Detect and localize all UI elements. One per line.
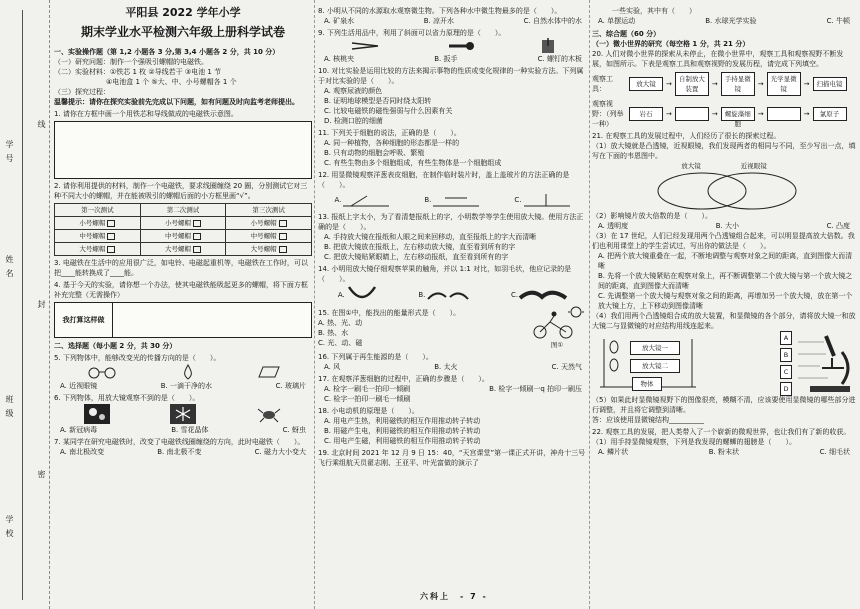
option[interactable]: C. 先调整第一个放大镜与观察对象之间的距离，再增加另一个放大镜，放在第一个放大镜上方，上下移动到图像清晰 xyxy=(598,292,853,310)
figure-1 xyxy=(526,306,588,350)
option[interactable]: C. 牛顿 xyxy=(826,17,850,25)
question-16: 16. 下列属于再生能源的是（ ）。 xyxy=(318,353,433,361)
nut-label: 小号螺帽 xyxy=(164,219,191,227)
option[interactable]: A. 检字一刷毛一拍印一倾刷 xyxy=(324,385,411,393)
microscope-figure xyxy=(780,331,856,396)
water-drop-icon xyxy=(181,364,195,380)
flow-tool-box: 光学显微镜 xyxy=(767,72,801,96)
flow-label: 观察视野：（列举一种） xyxy=(592,100,624,128)
name-label: 姓名 xyxy=(5,255,14,283)
checkbox[interactable] xyxy=(279,246,287,253)
q7-options xyxy=(54,447,312,457)
checkbox[interactable] xyxy=(279,233,287,240)
option[interactable]: C. 螺钉的木板 xyxy=(537,55,582,63)
flow-view-blank[interactable] xyxy=(675,107,709,121)
page-footer: 六科上 - 7 - xyxy=(420,592,488,601)
table-cell xyxy=(55,230,141,243)
process-heading: （三）探究过程： xyxy=(54,88,110,96)
option[interactable]: C. 比较电磁铁的磁性强弱与什么因素有关 xyxy=(324,107,453,115)
school-label: 学校 xyxy=(5,515,14,543)
section3-heading: 三、综合题（60 分） xyxy=(592,30,661,38)
table-cell xyxy=(55,217,141,230)
coverslip-diagram-icon xyxy=(341,192,391,208)
flow-view-box: 岩石 xyxy=(629,107,663,121)
seal-mark-line: 线 xyxy=(37,120,46,134)
glass-sheet-icon xyxy=(257,365,281,379)
table-cell xyxy=(226,243,312,256)
q6-images xyxy=(54,403,312,425)
option[interactable]: B. 粉末状 xyxy=(708,448,740,456)
column-divider xyxy=(314,0,315,609)
question-21-2: （2）影响镜片放大倍数的是（ ）。 xyxy=(592,212,712,220)
option[interactable]: A. 南北极改变 xyxy=(60,448,105,456)
option[interactable] xyxy=(418,287,471,303)
q17-options-row1 xyxy=(318,384,588,394)
antenna-shape-icon xyxy=(345,285,379,305)
plan-label: 我打算这样做 xyxy=(55,303,113,337)
section1-heading: 一、实验操作题（第 1,2 小题各 3 分,第 3,4 小题各 2 分，共 10 分） xyxy=(54,48,280,56)
exam-title-line2: 期末学业水平检测六年级上册科学试卷 xyxy=(80,25,285,39)
option[interactable]: A. 单摆运动 xyxy=(598,17,636,25)
object-label: 物体 xyxy=(632,377,662,391)
checkbox[interactable] xyxy=(107,220,115,227)
table-header: 第三次测试 xyxy=(226,204,312,217)
question-1: 1. 请你在方框中画一个用铁芯和导线做成的电磁铁示意图。 xyxy=(54,110,238,118)
q8-options xyxy=(318,16,588,26)
table-header: 第二次测试 xyxy=(140,204,226,217)
option[interactable]: B. 太火 xyxy=(434,363,458,371)
nut-label: 中号螺帽 xyxy=(250,232,277,240)
arrow-icon: → xyxy=(666,80,672,88)
question-22-1: （1）用手持显微镜观察，下列是我发现的螺蛳的翅膀是（ ）。 xyxy=(592,438,796,446)
option[interactable]: B. 雪花晶体 xyxy=(171,426,209,434)
option[interactable]: A. 用电产生热，利用磁铁的相互作用推动转子转动 xyxy=(324,417,481,425)
question-13: 13. 报纸上字太小，为了看清楚报纸上的字，小明数学等学生使用放大镜。使用方法正确的是（ ）。 xyxy=(318,213,584,231)
q9-options xyxy=(318,54,588,64)
option[interactable]: C. 自然水体中的水 xyxy=(523,17,582,25)
lens-microscope-figure xyxy=(592,331,856,395)
option[interactable]: A. 透明度 xyxy=(598,222,629,230)
question-21-1: （1）放大镜就是凸透镜，近视眼镜，我们发现两者的相同与不同，至少写出一点，填写在下面的韦恩图中。 xyxy=(592,142,856,160)
class-label: 班级 xyxy=(5,395,14,423)
venn-right-label: 近视眼镜 xyxy=(740,162,767,170)
section3-part1: （一）微小世界的研究（每空格 1 分，共 21 分） xyxy=(592,40,750,48)
option[interactable]: A. 鳞片状 xyxy=(598,448,629,456)
binding-strip xyxy=(0,0,50,609)
cyclist-sun-icon xyxy=(526,306,588,340)
question-19-continued: 一些实验，其中有（ ） xyxy=(612,7,696,15)
column-2 xyxy=(318,6,588,468)
q5-options xyxy=(54,381,312,391)
question-10: 10. 对比实验是运用比较的方法来揭示事物的性质或变化规律的一种实验方法。下列属于对比实验的是（ ）。 xyxy=(318,67,584,85)
venn-labels xyxy=(592,161,856,171)
option-letter: A. xyxy=(337,291,345,299)
table-cell xyxy=(55,243,141,256)
column-divider xyxy=(589,0,590,609)
microscope-part-label: C xyxy=(780,365,792,379)
tip-text: 温馨提示：请你在探究实验前先完成以下问题，如有问题及时向监考老师提出。 xyxy=(54,98,299,106)
snowflake-image-icon xyxy=(170,404,196,424)
checkbox[interactable] xyxy=(193,220,201,227)
option[interactable]: A. 观察尿液的颜色 xyxy=(324,87,383,95)
feathery-antenna-icon xyxy=(518,286,568,304)
coverslip-diagram-icon xyxy=(431,192,481,208)
option[interactable]: C. 玻璃片 xyxy=(275,382,306,390)
option[interactable]: B. 检字一倾刷一q 拍印一刷压 xyxy=(489,385,582,393)
q9-images xyxy=(318,38,588,54)
question-19: 19. 北京时间 2021 年 12 月 9 日 15：40，“天宫课堂”第一课正式开讲，神舟十三号飞行乘组航天员翟志刚、王亚平、叶光富做的演示了 xyxy=(318,449,586,467)
option[interactable]: C. 用电产生磁，利用磁铁的相互作用推动转子转动 xyxy=(324,437,481,445)
option[interactable]: C. 光、动、磁 xyxy=(318,339,363,347)
q15-block xyxy=(318,306,588,350)
screw-board-icon xyxy=(540,38,556,54)
arrow-icon: → xyxy=(666,110,672,118)
exam-title-line1: 平阳县 2022 学年小学 xyxy=(125,6,241,19)
question-11: 11. 下列关于细胞的说法，正确的是（ ）。 xyxy=(318,129,461,137)
q16-options xyxy=(318,362,588,372)
q19-options xyxy=(592,16,856,26)
option[interactable]: A. 热、光、动 xyxy=(318,319,363,327)
option[interactable]: B. 南北极不变 xyxy=(157,448,202,456)
question-20: 20. 人们对微小世界的探索从未停止，在微小世界中，观察工具和观察视野不断发展，如图所示。下表是观察工具和观察视野的发展历程，请完成下列填空。 xyxy=(592,50,844,68)
question-22: 22. 观察工具的发展，把人类带入了一个崭新的微观世界，也让我们有了新的收获。 xyxy=(592,428,851,436)
option[interactable]: A. 近视眼镜 xyxy=(60,382,98,390)
venn-left-label: 放大镜 xyxy=(681,162,701,170)
materials-line1: （二）实验材料：①铁芯 1 枚 ②导线若干 ③电池 1 节 xyxy=(54,68,222,76)
nut-label: 大号螺帽 xyxy=(250,245,277,253)
flow-tool-box: 扫描电镜 xyxy=(813,77,847,91)
option[interactable]: C. 把放大镜贴紧眼睛上，左右移动报纸，直至看到所有的字 xyxy=(324,253,509,261)
option[interactable] xyxy=(424,192,481,208)
option[interactable]: C. 天然气 xyxy=(551,363,582,371)
answer-line[interactable]: 答：应该使用显微镜结构__________ xyxy=(592,416,704,424)
nut-label: 中号螺帽 xyxy=(164,232,191,240)
q5-images xyxy=(54,363,312,381)
table-cell xyxy=(226,230,312,243)
option-letter: C. xyxy=(511,291,519,299)
antenna-shape-icon xyxy=(425,287,471,303)
option[interactable]: A. 同一种植物，各种细胞的形态都是一样的 xyxy=(324,139,460,147)
checkbox[interactable] xyxy=(279,220,287,227)
question-5: 5. 下列物体中，能够改变光的传播方向的是（ ）。 xyxy=(54,354,221,362)
nut-label: 小号螺帽 xyxy=(250,219,277,227)
nut-label: 小号螺帽 xyxy=(79,219,106,227)
arrow-icon: → xyxy=(803,110,810,118)
option-letter: B. xyxy=(424,196,432,204)
question-21-4: （4）我们用两个凸透镜组合成的放大装置，和显微镜的各个部分，请将放大镜一和放大镜二与显微镜的对应结构用线连起来。 xyxy=(592,312,856,330)
lens-two-label: 放大镜二 xyxy=(630,359,680,373)
option[interactable]: B. 扳手 xyxy=(434,55,458,63)
option[interactable]: B. 热、水 xyxy=(318,329,349,337)
option[interactable]: B. 水球光学实验 xyxy=(705,17,757,25)
flow-tool-box: 手持显微镜 xyxy=(721,72,755,96)
column-1 xyxy=(54,6,312,457)
arrow-icon: → xyxy=(711,80,718,88)
plan-answer-box[interactable] xyxy=(54,302,312,338)
question-12: 12. 用显微镜观察洋葱表皮细胞，在制作临时装片时，盖上盖玻片的方法正确的是（ ）。 xyxy=(318,171,570,189)
question-3: 3. 电磁铁在生活中的应用很广泛，如电铃、电磁起重机等，电磁铁在工作时，可以把____能转换成了____能。 xyxy=(54,259,308,277)
option-letter: A. xyxy=(334,196,342,204)
arrow-icon: → xyxy=(757,80,764,88)
lens-one-label: 放大镜一 xyxy=(630,341,680,355)
question-4: 4. 基于今天的实验，请你想一个办法，使其电磁铁能吸起更多的螺帽，将下面方框补充完整（无需操作） xyxy=(54,281,308,299)
question-18: 18. 小电动机的原理是（ ）。 xyxy=(318,407,419,415)
column-3 xyxy=(592,6,856,457)
nutcracker-icon xyxy=(350,39,380,53)
question-2: 2. 请你利用提供的材料，制作一个电磁铁，要求线圈缠绕 20 圈，分别测试它对三种不同大小的螺帽，并在能被吸引的螺帽后面的小方框里画“√”。 xyxy=(54,182,308,200)
flow-label: 观察工具： xyxy=(592,75,613,93)
table-header: 第一次测试 xyxy=(55,204,141,217)
virus-image-icon xyxy=(84,404,110,424)
table-cell xyxy=(140,230,226,243)
materials-line2: ④电池盒 1 个 ⑤大、中、小号螺帽各 1 个 xyxy=(106,78,237,86)
option[interactable] xyxy=(514,192,571,208)
question-8: 8. 小明从不同的水源取水观察微生物。下列各种水中微生物最多的是（ ）。 xyxy=(318,7,562,15)
coverslip-diagram-icon xyxy=(522,192,572,208)
option[interactable]: B. 证明地球模型是否同时绕太阳转 xyxy=(324,97,432,105)
table-cell xyxy=(140,243,226,256)
table-cell xyxy=(140,217,226,230)
question-21-5: （5）如果此时显微镜视野下的图像很亮，模糊不清，应该要使用显微镜的哪些部分进行调整，并且将它调整到清晰。 xyxy=(592,396,856,414)
drawing-answer-box[interactable] xyxy=(54,121,312,179)
option[interactable]: B. 一滴干净的水 xyxy=(160,382,213,390)
question-15: 15. 在图①中，能找出的能量形式是（ ）。 xyxy=(318,309,461,317)
option[interactable]: B. 先将一个放大镜紧贴在观察对象上，再不断调整第二个放大镜与第一个放大镜之间的距离，直到图像大而清晰 xyxy=(598,272,853,290)
table-cell xyxy=(226,217,312,230)
option[interactable] xyxy=(334,192,391,208)
option[interactable]: A. 风 xyxy=(324,363,341,371)
option[interactable]: B. 只有动物的细胞会呼吸、繁殖 xyxy=(324,149,425,157)
student-number-label: 学号 xyxy=(5,140,14,168)
research-question: （一）研究问题：制作一个强吸引螺帽的电磁铁。 xyxy=(54,58,208,66)
q6-options xyxy=(54,425,312,435)
flow-tool-box: 自制放大装置 xyxy=(675,72,709,96)
option[interactable]: C. 磁力大小变大 xyxy=(254,448,306,456)
nut-label: 大号螺帽 xyxy=(164,245,191,253)
question-6: 6. 下列物体，用放大镜观察不到的是（ ）。 xyxy=(54,394,200,402)
flow-view-box: 氯原子 xyxy=(813,107,847,121)
flow-view-blank[interactable] xyxy=(767,107,801,121)
option[interactable]: B. 把放大镜放在报纸上，左右移动放大镜，直至看到所有的字 xyxy=(324,243,516,251)
option[interactable]: C. 检字一拍印一刷毛一倾刷 xyxy=(324,395,411,403)
microscope-icon xyxy=(796,332,856,394)
microscope-part-label: D xyxy=(780,382,792,396)
option-letter: C. xyxy=(514,196,522,204)
option[interactable]: A. 核桃夹 xyxy=(324,55,355,63)
option[interactable]: C. 蚜虫 xyxy=(282,426,306,434)
question-21-3: （3）在 17 世纪，人们已经发现用两个凸透镜组合起来，可以明显提高放大倍数。我们也利用课堂上的学生尝试过，写出你的做法是（ ）。 xyxy=(592,232,855,250)
flow-tool-box: 放大镜 xyxy=(629,77,663,91)
question-17: 17. 在观察洋葱细胞的过程中，正确的步骤是（ ）。 xyxy=(318,375,489,383)
question-14: 14. 小明用放大镜仔细观察苹果的触角，并以 1:1 对比，如羽毛状，他应记录的是（ ）。 xyxy=(318,265,572,283)
option[interactable]: C. 有些生物由多个细胞组成，有些生物体是一个细胞组成 xyxy=(324,159,502,167)
seal-mark-secret: 密 xyxy=(37,470,46,484)
section2-heading: 二、选择题（每小题 2 分，共 30 分） xyxy=(54,342,177,350)
flow-view-box: 螺旋藻细胞 xyxy=(721,107,755,121)
lens-setup xyxy=(592,333,712,393)
option[interactable]: B. 凉开水 xyxy=(423,17,455,25)
glasses-icon xyxy=(85,365,119,379)
q14-options xyxy=(318,284,588,306)
arrow-icon: → xyxy=(757,110,764,118)
option[interactable] xyxy=(338,285,379,305)
option[interactable] xyxy=(511,286,568,304)
option[interactable]: A. 手持放大镜在报纸和人眼之间来回移动，直至报纸上的字大而清晰 xyxy=(324,233,537,241)
question-7: 7. 某同学在研究电磁铁时，改变了电磁铁线圈缠绕的方向，此时电磁铁（ ）。 xyxy=(54,438,305,446)
nut-label: 中号螺帽 xyxy=(79,232,106,240)
option[interactable]: B. 用磁产生电，利用磁铁的相互作用推动转子转动 xyxy=(324,427,481,435)
q12-options xyxy=(318,190,588,210)
q21-2-options xyxy=(592,221,856,231)
figure-label: 图① xyxy=(550,341,564,349)
wrench-icon xyxy=(445,39,475,53)
nut-label: 大号螺帽 xyxy=(79,245,106,253)
microscope-part-label: B xyxy=(780,348,792,362)
question-9: 9. 下列生活用品中，利用了斜面可以省力原理的是（ ）。 xyxy=(318,29,506,37)
option[interactable]: A. 新冠病毒 xyxy=(60,426,98,434)
seal-line xyxy=(22,10,23,600)
tools-flow-row xyxy=(592,72,856,96)
seal-mark-seal: 封 xyxy=(37,300,46,314)
arrow-icon: → xyxy=(803,80,810,88)
aphid-image-icon xyxy=(256,404,282,424)
views-flow-row xyxy=(592,99,856,129)
option[interactable]: D. 检测口腔的细菌 xyxy=(324,117,383,125)
microscope-part-label: A xyxy=(780,331,792,345)
magnet-test-table xyxy=(54,203,312,256)
option-letter: B. xyxy=(418,291,426,299)
arrow-icon: → xyxy=(711,110,718,118)
checkbox[interactable] xyxy=(193,246,201,253)
option[interactable]: C. 细毛状 xyxy=(819,448,850,456)
option[interactable]: A. 把两个放大镜重叠在一起，不断地调整与观察对象之间的距离，直到图像大而清晰 xyxy=(598,252,853,270)
checkbox[interactable] xyxy=(107,233,115,240)
option[interactable]: C. 凸度 xyxy=(826,222,850,230)
option[interactable]: A. 矿泉水 xyxy=(324,17,355,25)
venn-diagram[interactable] xyxy=(592,171,856,211)
question-21: 21. 在观察工具的发展过程中，人们经历了很长的探索过程。 xyxy=(592,132,781,140)
checkbox[interactable] xyxy=(193,233,201,240)
option[interactable]: B. 大小 xyxy=(715,222,740,230)
checkbox[interactable] xyxy=(107,246,115,253)
q22-1-options xyxy=(592,447,856,457)
